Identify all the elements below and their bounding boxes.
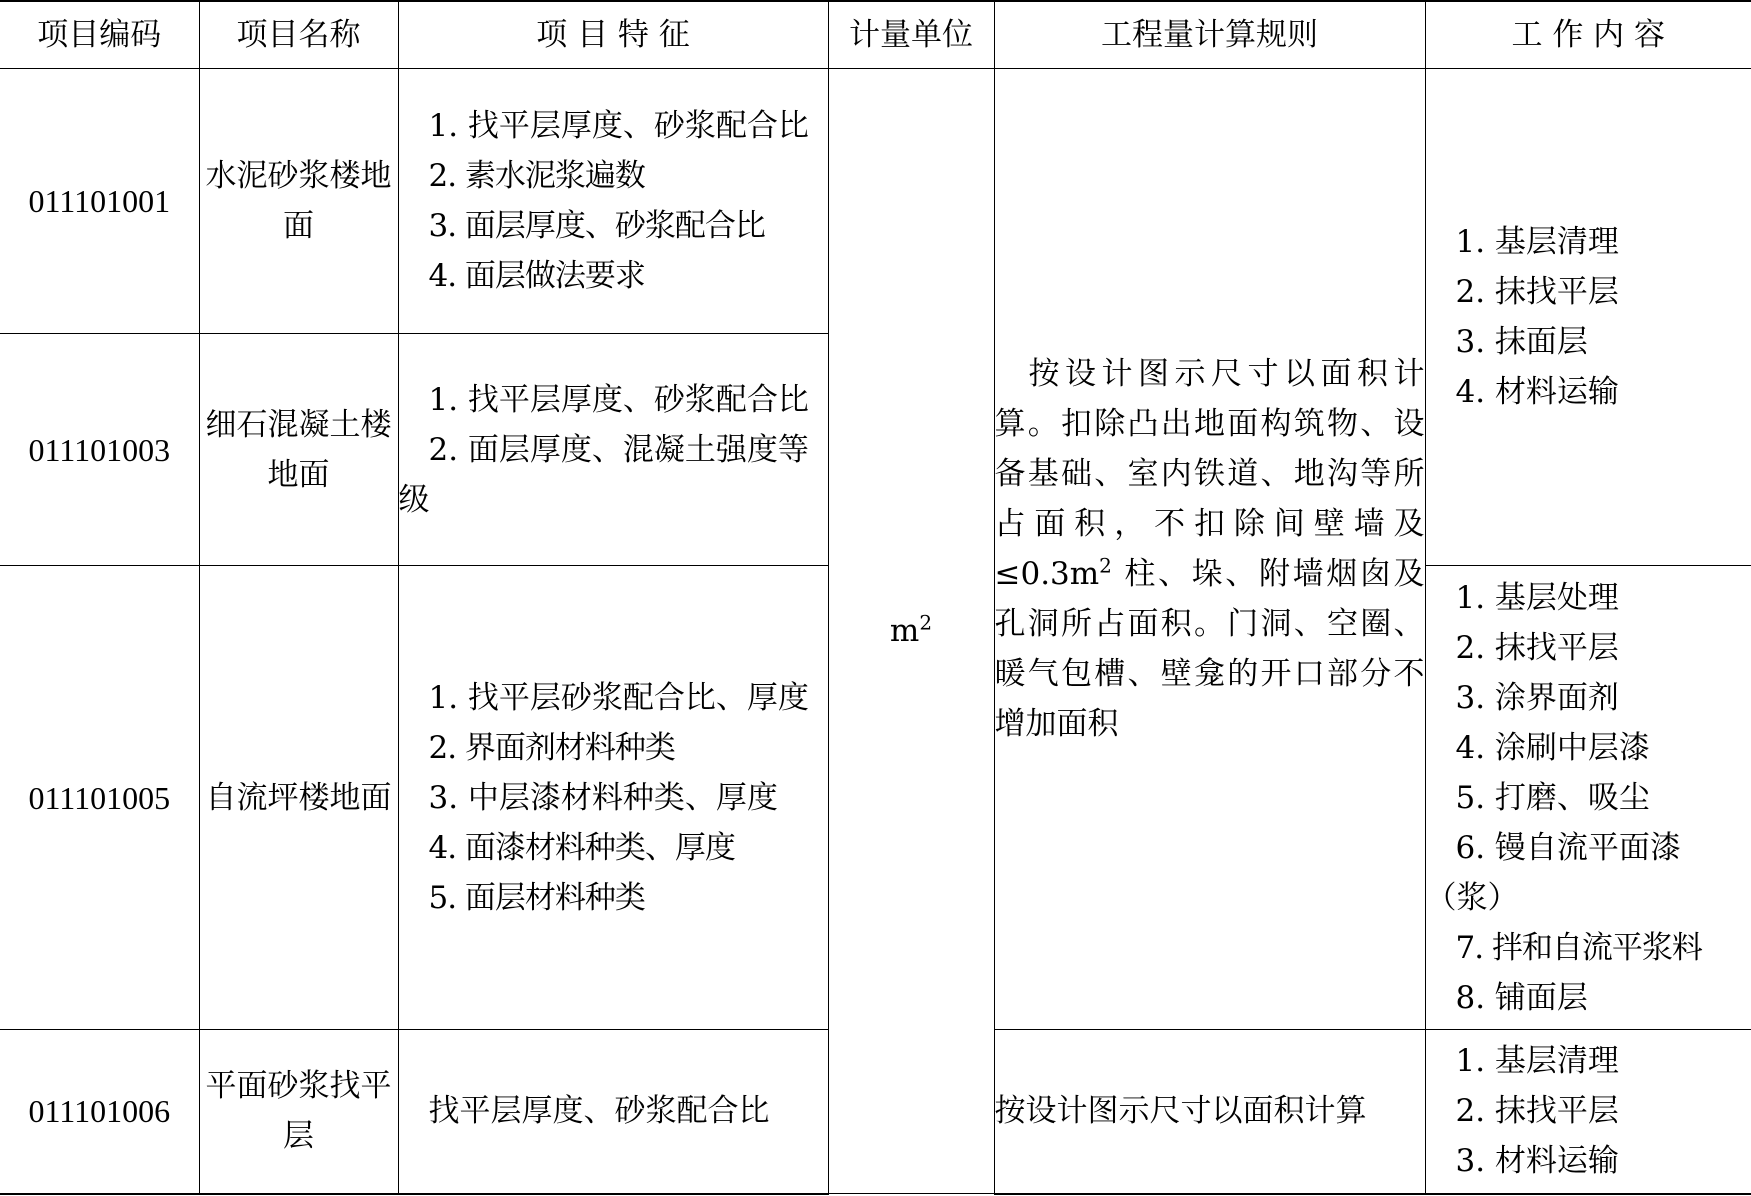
rule-cell bbox=[994, 69, 1425, 1030]
header-features: 项 目 特 征 bbox=[398, 1, 828, 69]
rule-text: 按设计图示尺寸以面积计算 bbox=[994, 1093, 1367, 1130]
work-line: 2. 抹找平层 bbox=[1455, 1093, 1619, 1130]
work-line: 7. 拌和自流平浆料 bbox=[1455, 929, 1702, 966]
item-features bbox=[398, 566, 828, 1030]
feature-line: 1. 找平层砂浆配合比、厚度 bbox=[428, 679, 809, 716]
item-features bbox=[398, 69, 828, 334]
rule-exponent: 2 bbox=[1099, 553, 1112, 578]
item-code: 011101003 bbox=[0, 334, 199, 566]
header-unit: 计量单位 bbox=[828, 1, 994, 69]
header-name: 项目名称 bbox=[199, 1, 398, 69]
work-line: 3. 抹面层 bbox=[1455, 324, 1588, 360]
unit-exponent: 2 bbox=[919, 610, 933, 635]
work-cell bbox=[1425, 566, 1751, 1030]
work-line: 2. 抹找平层 bbox=[1455, 274, 1619, 310]
item-name: 水泥砂浆楼地面 bbox=[199, 69, 398, 334]
item-name: 自流坪楼地面 bbox=[199, 566, 398, 1030]
work-line: 6. 镘自流平面漆 bbox=[1455, 829, 1681, 866]
feature-line: 3. 面层厚度、砂浆配合比 bbox=[428, 208, 765, 244]
feature-line: 2. 界面剂材料种类 bbox=[428, 729, 675, 766]
work-line: 2. 抹找平层 bbox=[1455, 629, 1619, 666]
feature-line: 4. 面漆材料种类、厚度 bbox=[428, 829, 735, 866]
header-code: 项目编码 bbox=[0, 1, 199, 69]
feature-line: 5. 面层材料种类 bbox=[428, 879, 645, 916]
work-line: 1. 基层清理 bbox=[1455, 224, 1619, 260]
work-line: 4. 涂刷中层漆 bbox=[1455, 729, 1650, 766]
feature-line: 1. 找平层厚度、砂浆配合比 bbox=[428, 108, 809, 144]
work-cell bbox=[1425, 1030, 1751, 1194]
item-code: 011101001 bbox=[0, 69, 199, 334]
rule-cell bbox=[994, 1030, 1425, 1194]
rule-text-part2: 柱、垛、附墙烟囱及孔洞所占面积。门洞、空圈、暖气包槽、壁龛的开口部分不增加面积 bbox=[994, 556, 1425, 742]
work-line: 4. 材料运输 bbox=[1455, 374, 1619, 410]
item-features bbox=[398, 1030, 828, 1194]
work-line: 1. 基层清理 bbox=[1455, 1043, 1619, 1080]
unit-cell bbox=[828, 69, 994, 1194]
header-rule: 工程量计算规则 bbox=[994, 1, 1425, 69]
work-line: 8. 铺面层 bbox=[1455, 979, 1588, 1016]
work-line: 3. 涂界面剂 bbox=[1455, 679, 1619, 716]
item-name: 平面砂浆找平层 bbox=[199, 1030, 398, 1194]
table-row bbox=[0, 69, 1751, 334]
feature-line: 4. 面层做法要求 bbox=[428, 258, 645, 294]
work-line: 3. 材料运输 bbox=[1455, 1143, 1619, 1180]
item-features bbox=[398, 334, 828, 566]
rule-text bbox=[995, 349, 1425, 749]
feature-line: 1. 找平层厚度、砂浆配合比 bbox=[428, 381, 809, 418]
work-line: 1. 基层处理 bbox=[1455, 579, 1619, 616]
work-line: 5. 打磨、吸尘 bbox=[1455, 779, 1650, 816]
item-name: 细石混凝土楼地面 bbox=[199, 334, 398, 566]
item-code: 011101006 bbox=[0, 1030, 199, 1194]
unit-base: m bbox=[889, 613, 920, 649]
header-row bbox=[0, 1, 1751, 69]
item-code: 011101005 bbox=[0, 566, 199, 1030]
feature-line: 3. 中层漆材料种类、厚度 bbox=[428, 779, 778, 816]
feature-line: 2. 面层厚度、混凝土强度等级 bbox=[398, 431, 809, 518]
rule-text-part1: 按设计图示尺寸以面积计算。扣除凸出地面构筑物、设备基础、室内铁道、地沟等所占面积，不扣除间壁墙及≤0.3m bbox=[994, 356, 1425, 592]
feature-line: 找平层厚度、砂浆配合比 bbox=[428, 1093, 770, 1130]
work-line: （浆） bbox=[1425, 879, 1519, 916]
feature-line: 2. 素水泥浆遍数 bbox=[428, 158, 645, 194]
work-cell bbox=[1425, 69, 1751, 566]
header-work: 工 作 内 容 bbox=[1425, 1, 1751, 69]
